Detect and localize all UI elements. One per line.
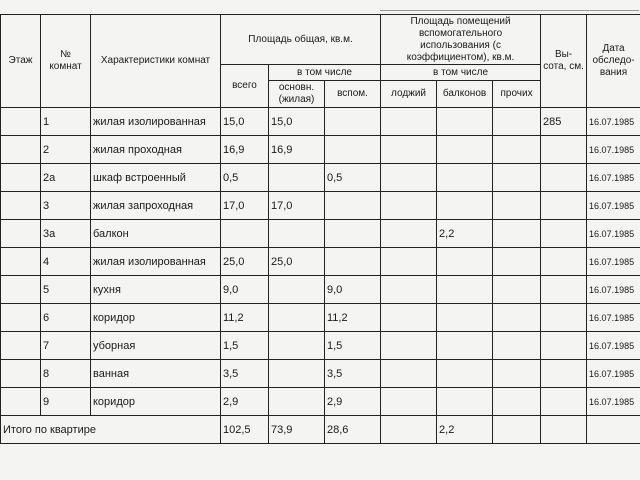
cell-loggia	[381, 136, 437, 164]
cell-balcony: 2,2	[437, 220, 493, 248]
cell-total: 11,2	[221, 304, 269, 332]
cell-other	[493, 248, 541, 276]
cell-date: 16.07.1985	[587, 360, 640, 388]
cell-main: 17,0	[269, 192, 325, 220]
table-row	[1, 192, 640, 220]
table-row	[1, 388, 640, 416]
cell-total: 2,9	[221, 388, 269, 416]
cell-height	[541, 360, 587, 388]
apartment-rooms-table	[0, 14, 640, 444]
cell-loggia	[381, 304, 437, 332]
cell-main: 15,0	[269, 108, 325, 136]
cell-name: коридор	[91, 388, 221, 416]
cell-height	[541, 304, 587, 332]
cell-aux: 3,5	[325, 360, 381, 388]
cell-floor	[1, 220, 41, 248]
totals-balcony: 2,2	[437, 416, 493, 444]
totals-height-empty	[541, 416, 587, 444]
cell-balcony	[437, 164, 493, 192]
cell-main	[269, 276, 325, 304]
totals-aux: 28,6	[325, 416, 381, 444]
cell-other	[493, 164, 541, 192]
cell-loggia	[381, 332, 437, 360]
cell-balcony	[437, 108, 493, 136]
cell-main	[269, 388, 325, 416]
cell-main	[269, 332, 325, 360]
cell-main	[269, 220, 325, 248]
cell-floor	[1, 136, 41, 164]
cell-loggia	[381, 360, 437, 388]
cell-no: 9	[41, 388, 91, 416]
cell-name: коридор	[91, 304, 221, 332]
cell-no: 5	[41, 276, 91, 304]
cell-date: 16.07.1985	[587, 332, 640, 360]
header-height: Вы- сота, см.	[541, 15, 587, 108]
cell-height	[541, 388, 587, 416]
cell-no: 8	[41, 360, 91, 388]
cell-date: 16.07.1985	[587, 136, 640, 164]
cell-aux: 2,9	[325, 388, 381, 416]
cell-name: кухня	[91, 276, 221, 304]
header-aux: вспом.	[325, 81, 381, 108]
cell-name: шкаф встроенный	[91, 164, 221, 192]
header-incl: в том числе	[269, 65, 381, 81]
cell-no: 2	[41, 136, 91, 164]
header-incl2: в том числе	[381, 65, 541, 81]
cell-name: жилая запроходная	[91, 192, 221, 220]
cell-loggia	[381, 276, 437, 304]
table-row	[1, 304, 640, 332]
cell-aux	[325, 136, 381, 164]
cell-no: 3	[41, 192, 91, 220]
cell-aux: 11,2	[325, 304, 381, 332]
cell-other	[493, 304, 541, 332]
table-row	[1, 276, 640, 304]
totals-main: 73,9	[269, 416, 325, 444]
cell-floor	[1, 332, 41, 360]
cell-loggia	[381, 388, 437, 416]
cell-date: 16.07.1985	[587, 388, 640, 416]
cell-loggia	[381, 220, 437, 248]
cell-name: ванная	[91, 360, 221, 388]
cell-date: 16.07.1985	[587, 164, 640, 192]
totals-loggia	[381, 416, 437, 444]
header-loggia: лоджий	[381, 81, 437, 108]
cell-aux	[325, 220, 381, 248]
cell-no: 2а	[41, 164, 91, 192]
cell-balcony	[437, 304, 493, 332]
cell-total: 15,0	[221, 108, 269, 136]
header-room-no: № комнат	[41, 15, 91, 108]
scan-edge-line	[380, 0, 639, 11]
header-balcony: балконов	[437, 81, 493, 108]
cell-floor	[1, 360, 41, 388]
cell-balcony	[437, 248, 493, 276]
cell-other	[493, 388, 541, 416]
cell-total: 17,0	[221, 192, 269, 220]
cell-other	[493, 220, 541, 248]
cell-name: жилая изолированная	[91, 108, 221, 136]
cell-no: 1	[41, 108, 91, 136]
cell-other	[493, 136, 541, 164]
cell-height	[541, 164, 587, 192]
cell-loggia	[381, 164, 437, 192]
cell-other	[493, 332, 541, 360]
cell-total	[221, 220, 269, 248]
cell-floor	[1, 304, 41, 332]
cell-total: 9,0	[221, 276, 269, 304]
cell-total: 25,0	[221, 248, 269, 276]
cell-aux: 0,5	[325, 164, 381, 192]
cell-main	[269, 164, 325, 192]
cell-aux	[325, 192, 381, 220]
cell-floor	[1, 164, 41, 192]
totals-date-empty	[587, 416, 640, 444]
header-other: прочих	[493, 81, 541, 108]
header-floor: Этаж	[1, 15, 41, 108]
cell-date: 16.07.1985	[587, 192, 640, 220]
cell-total: 1,5	[221, 332, 269, 360]
cell-name: жилая изолированная	[91, 248, 221, 276]
cell-name: балкон	[91, 220, 221, 248]
cell-main: 25,0	[269, 248, 325, 276]
cell-loggia	[381, 108, 437, 136]
cell-no: 7	[41, 332, 91, 360]
cell-aux: 9,0	[325, 276, 381, 304]
cell-name: жилая проходная	[91, 136, 221, 164]
cell-name: уборная	[91, 332, 221, 360]
totals-row	[1, 416, 640, 444]
cell-height	[541, 192, 587, 220]
cell-aux	[325, 108, 381, 136]
cell-height	[541, 136, 587, 164]
cell-other	[493, 108, 541, 136]
cell-balcony	[437, 388, 493, 416]
cell-date: 16.07.1985	[587, 276, 640, 304]
cell-floor	[1, 248, 41, 276]
table-row	[1, 108, 640, 136]
table-row	[1, 248, 640, 276]
table-row	[1, 220, 640, 248]
table-row	[1, 360, 640, 388]
cell-aux	[325, 248, 381, 276]
cell-total: 16,9	[221, 136, 269, 164]
cell-height	[541, 276, 587, 304]
cell-height	[541, 332, 587, 360]
header-date: Дата обследо- вания	[587, 15, 640, 108]
cell-height	[541, 248, 587, 276]
cell-date: 16.07.1985	[587, 108, 640, 136]
cell-other	[493, 192, 541, 220]
cell-floor	[1, 276, 41, 304]
table-row	[1, 332, 640, 360]
cell-date: 16.07.1985	[587, 248, 640, 276]
cell-balcony	[437, 276, 493, 304]
cell-no: 3а	[41, 220, 91, 248]
header-characteristics: Характеристики комнат	[91, 15, 221, 108]
cell-balcony	[437, 360, 493, 388]
cell-height: 285	[541, 108, 587, 136]
cell-main	[269, 360, 325, 388]
cell-balcony	[437, 332, 493, 360]
header-main: основн. (жилая)	[269, 81, 325, 108]
header-total: всего	[221, 65, 269, 108]
cell-main: 16,9	[269, 136, 325, 164]
cell-no: 6	[41, 304, 91, 332]
cell-main	[269, 304, 325, 332]
totals-other	[493, 416, 541, 444]
header-total-area: Площадь общая, кв.м.	[221, 15, 381, 65]
cell-loggia	[381, 192, 437, 220]
cell-floor	[1, 388, 41, 416]
header-aux-area: Площадь помещений вспомогательного использования (с коэффициентом), кв.м.	[381, 15, 541, 65]
cell-aux: 1,5	[325, 332, 381, 360]
table-row	[1, 164, 640, 192]
cell-loggia	[381, 248, 437, 276]
cell-no: 4	[41, 248, 91, 276]
totals-total: 102,5	[221, 416, 269, 444]
cell-floor	[1, 108, 41, 136]
cell-date: 16.07.1985	[587, 220, 640, 248]
cell-total: 0,5	[221, 164, 269, 192]
cell-balcony	[437, 192, 493, 220]
cell-total: 3,5	[221, 360, 269, 388]
cell-balcony	[437, 136, 493, 164]
cell-date: 16.07.1985	[587, 304, 640, 332]
cell-height	[541, 220, 587, 248]
cell-other	[493, 360, 541, 388]
totals-label: Итого по квартире	[1, 416, 221, 444]
table-row	[1, 136, 640, 164]
cell-other	[493, 276, 541, 304]
cell-floor	[1, 192, 41, 220]
